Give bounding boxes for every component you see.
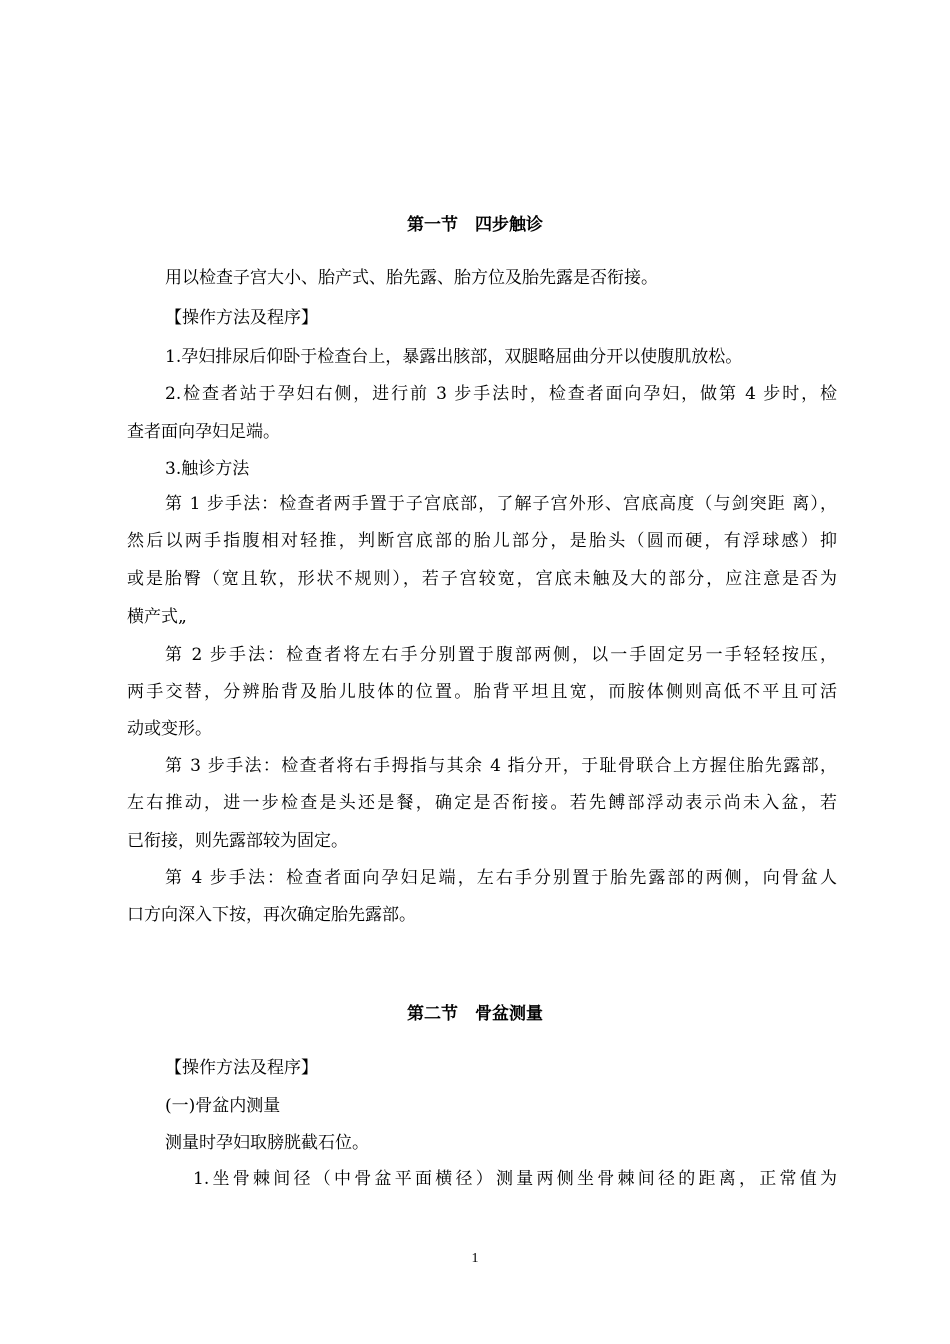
section2-posture: 测量时孕妇取膀胱截石位。 <box>165 1133 369 1153</box>
section1-step1: 1.孕妇排尿后仰卧于检查台上，暴露出胲部，双腿略屈曲分开以使腹肌放松。 <box>165 347 743 367</box>
method3-line1: 第 3 步手法：检查者将右手拇指与其余 4 指分开，于耻骨联合上方握住胎先露部， <box>165 756 837 776</box>
method2-line1: 第 2 步手法：检查者将左右手分别置于腹部两侧，以一手固定另一手轻轻按压， <box>165 645 837 665</box>
page-number: 1 <box>471 1251 479 1266</box>
method3-line2: 左右推动，进一步检查是头还是餐，确定是否衔接。若先餺部浮动表示尚未入盆，若 <box>127 793 837 813</box>
method1-line1: 第 1 步手法：检查者两手置于子宫底部，了解子宫外形、宫底高度（与剑突距 离）， <box>165 494 837 514</box>
method1-line4: 横产式„ <box>127 607 187 627</box>
method1-line3: 或是胎臀（宽且软，形状不规则），若子宫较宽，宫底未触及大的部分，应注意是否为 <box>127 569 837 589</box>
method1-line2: 然后以两手指腹相对轻推，判断宫底部的胎儿部分，是胎头（圆而硬，有浮球感）抑 <box>127 531 837 551</box>
method3-line3: 已衔接，则先露部较为固定。 <box>127 831 348 851</box>
method2-line2: 两手交替，分辨胎背及胎儿肢体的位置。胎背平坦且宽，而胺体侧则高低不平且可活 <box>127 682 837 702</box>
section1-step2-line2: 查者面向孕妇足端。 <box>127 422 280 442</box>
section1-intro: 用以检查子宫大小、胎产式、胎先露、胎方位及胎先露是否衔接。 <box>165 268 658 288</box>
section1-step3: 3.触诊方法 <box>165 459 250 479</box>
method4-line2: 口方向深入下按，再次确定胎先露部。 <box>127 905 416 925</box>
method2-line3: 动或变形。 <box>127 719 212 739</box>
section2-title: 第二节 骨盆测量 <box>407 1004 543 1024</box>
section2-item1: 1.坐骨棘间径（中骨盆平面横径）测量两侧坐骨棘间径的距离，正常值为 <box>193 1169 837 1189</box>
section1-step2-line1: 2.检查者站于孕妇右侧，进行前 3 步手法时，检查者面向孕妇，做第 4 步时，检 <box>165 384 837 404</box>
section2-procedure-heading: 【操作方法及程序】 <box>165 1058 318 1078</box>
method4-line1: 第 4 步手法：检查者面向孕妇足端，左右手分别置于胎先露部的两侧，向骨盆人 <box>165 868 837 888</box>
section2-subheading: (一)骨盆内测量 <box>165 1096 281 1116</box>
section1-procedure-heading: 【操作方法及程序】 <box>165 308 318 328</box>
section1-title: 第一节 四步触诊 <box>407 215 543 235</box>
